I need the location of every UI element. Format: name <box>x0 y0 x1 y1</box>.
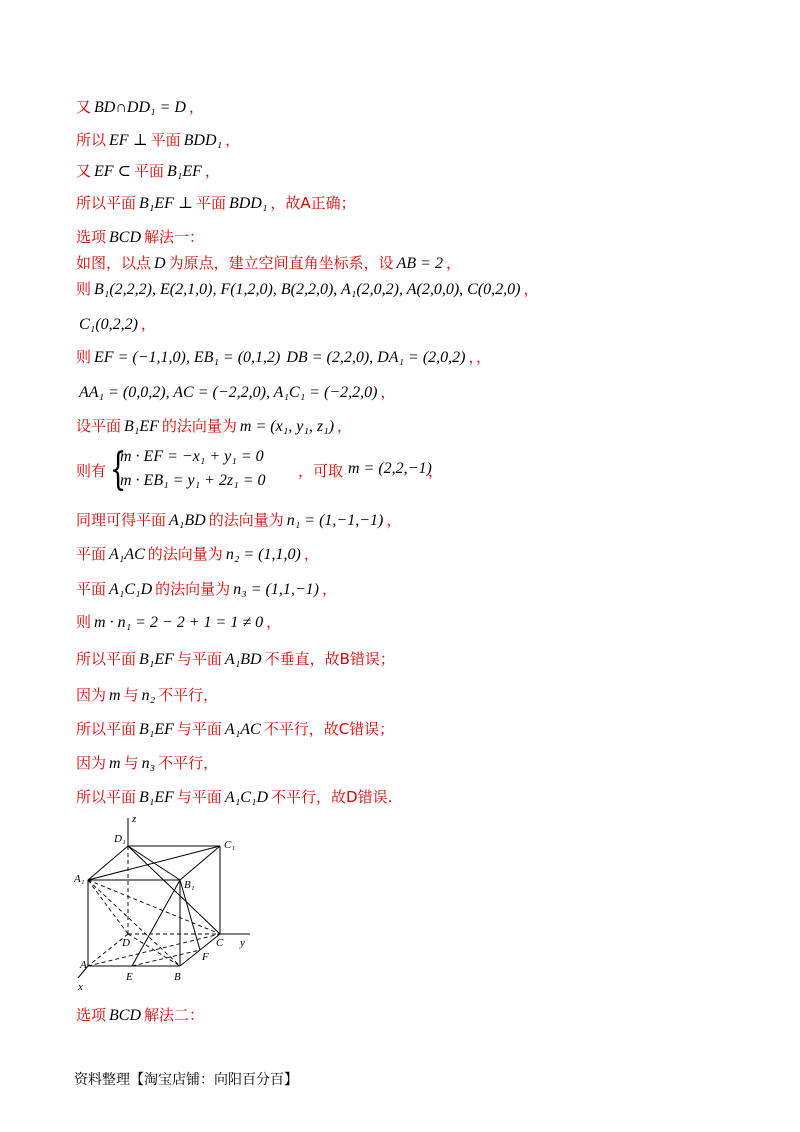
system-equation-1: m · EF = −x₁ + y₁ = 0 <box>120 448 264 465</box>
math-expression: A₁AC <box>109 546 145 563</box>
text-line <box>76 192 356 215</box>
math-expression: BDD₁ <box>183 132 223 149</box>
text-segment: ， <box>204 162 220 180</box>
math-expression: C₁(0,2,2) <box>79 316 138 333</box>
math-expression: AB = 2 <box>396 255 443 272</box>
text-segment: 不平行，故C错误； <box>263 720 395 738</box>
text-segment: 同理可得平面 <box>76 511 167 529</box>
label-D: D <box>122 937 130 949</box>
text-line <box>76 752 218 775</box>
label-y: y <box>240 937 245 949</box>
math-expression: D <box>154 255 166 272</box>
math-expression: BCD <box>109 1007 142 1024</box>
text-line <box>76 718 394 741</box>
label-C: C <box>216 937 224 949</box>
text-segment: ， <box>386 511 402 529</box>
text-segment: 平面 <box>195 194 226 212</box>
text-segment: 平面 <box>76 545 107 563</box>
label-A: A <box>80 959 87 971</box>
label-C1: C₁ <box>224 839 236 851</box>
math-expression: n₁ = (1,−1,−1) <box>286 512 384 529</box>
text-line <box>76 1004 204 1027</box>
text-line <box>76 509 401 532</box>
text-segment: 不平行， <box>158 754 219 772</box>
math-expression: A₁AC <box>224 721 261 738</box>
text-segment: 则 <box>76 280 92 298</box>
text-segment: 不平行，故D错误. <box>271 788 393 806</box>
text-segment: 与平面 <box>176 650 222 668</box>
text-segment: 平面 <box>76 580 107 598</box>
system-mid: ，可取 <box>298 462 344 480</box>
text-segment: ， <box>266 613 282 631</box>
text-segment: 则 <box>76 348 92 366</box>
math-expression: m <box>109 687 121 704</box>
math-expression: A₁C₁D <box>224 789 269 806</box>
cube-figure <box>74 812 264 994</box>
text-segment: 的法向量为 <box>208 511 284 529</box>
text-line <box>76 96 204 119</box>
text-segment: ， <box>468 348 477 366</box>
footer-note: 资料整理【淘宝店铺：向阳百分百】 <box>74 1072 298 1088</box>
text-segment: 平面 <box>133 162 164 180</box>
text-segment: ， <box>380 383 396 401</box>
system-suffix: ， <box>428 462 444 480</box>
text-segment: 所以平面 <box>76 650 137 668</box>
math-expression: EF ⊥ <box>109 132 148 149</box>
math-expression: A₁BD <box>169 512 206 529</box>
text-segment: 设平面 <box>76 417 122 435</box>
math-expression: B₁EF <box>139 651 174 668</box>
equation-system <box>76 444 444 496</box>
math-expression: B₁EF ⊥ <box>139 195 193 212</box>
math-expression: BCD <box>109 229 142 246</box>
label-A1: A₁ <box>74 873 85 885</box>
math-expression: n₂ = (1,1,0) <box>225 546 301 563</box>
system-prefix: 则有 <box>76 462 107 480</box>
text-segment: 又 <box>76 98 92 116</box>
text-segment: 与平面 <box>176 788 222 806</box>
math-expression: B₁EF <box>124 418 159 435</box>
math-expression: B₁(2,2,2), E(2,1,0), F(1,2,0), B(2,2,0), A₁(2,0,2), A(2,0,0), C(0,2,0) <box>94 281 521 298</box>
math-expression: n₂ <box>141 687 156 704</box>
text-segment: 因为 <box>76 686 107 704</box>
text-segment: 不平行， <box>158 686 219 704</box>
math-expression: EF = (−1,1,0), EB₁ = (0,1,2) <box>94 349 281 366</box>
label-z: z <box>132 813 137 825</box>
text-line <box>76 786 392 809</box>
text-segment: 平面 <box>150 131 181 149</box>
text-segment: ， <box>303 545 319 563</box>
text-line <box>76 278 538 301</box>
text-line <box>76 346 491 369</box>
text-segment: ， <box>337 417 353 435</box>
label-B: B <box>174 971 181 983</box>
text-segment: 为原点，建立空间直角坐标系，设 <box>168 254 394 272</box>
label-D1: D₁ <box>114 833 126 845</box>
text-segment: 解法二： <box>144 1006 205 1024</box>
text-line <box>76 684 218 707</box>
text-line <box>76 313 156 336</box>
text-line <box>76 226 204 249</box>
math-expression: n₃ <box>141 755 156 772</box>
text-segment: 与 <box>123 686 139 704</box>
label-F: F <box>202 951 209 963</box>
text-segment: 不垂直，故B错误； <box>264 650 395 668</box>
text-segment: 与 <box>123 754 139 772</box>
system-result: m = (2,2,−1) <box>348 460 432 477</box>
text-segment: 解法一： <box>144 228 205 246</box>
math-expression: DB = (2,2,0), DA₁ = (2,0,2) <box>286 349 466 366</box>
text-segment: ，故A正确； <box>270 194 356 212</box>
text-segment: 与平面 <box>176 720 222 738</box>
text-segment: ， <box>476 348 492 366</box>
system-equation-2: m · EB₁ = y₁ + 2z₁ = 0 <box>120 472 266 489</box>
text-line <box>76 160 220 183</box>
text-segment: 所以平面 <box>76 788 137 806</box>
math-expression: AA₁ = (0,0,2), AC = (−2,2,0), A₁C₁ = (−2,2,0) <box>79 384 378 401</box>
math-expression: BDD₁ <box>228 195 268 212</box>
text-segment: 的法向量为 <box>161 417 237 435</box>
text-line <box>76 543 319 566</box>
text-segment: 则 <box>76 613 92 631</box>
text-segment: ， <box>188 98 204 116</box>
text-segment: 因为 <box>76 754 107 772</box>
text-segment: ， <box>225 131 241 149</box>
text-line <box>76 252 461 275</box>
label-E: E <box>126 971 133 983</box>
text-line <box>76 129 240 152</box>
text-line <box>76 381 396 404</box>
text-segment: 所以 <box>76 131 107 149</box>
text-line <box>76 578 337 601</box>
left-brace: { <box>109 444 127 495</box>
math-expression: m = (x₁, y₁, z₁) <box>239 418 335 435</box>
math-expression: m <box>109 755 121 772</box>
math-expression: BD∩DD₁ = D <box>94 99 186 116</box>
text-segment: 所以平面 <box>76 194 137 212</box>
math-expression: B₁EF <box>166 163 202 180</box>
text-segment: 的法向量为 <box>147 545 223 563</box>
math-expression: A₁C₁D <box>109 581 153 598</box>
text-line <box>76 648 395 671</box>
text-segment: ， <box>321 580 337 598</box>
text-segment: 选项 <box>76 1006 107 1024</box>
text-line <box>76 415 352 438</box>
text-line <box>76 611 281 634</box>
text-segment: ， <box>140 315 156 333</box>
text-segment: ， <box>523 280 539 298</box>
math-expression: B₁EF <box>139 721 174 738</box>
text-segment: 选项 <box>76 228 107 246</box>
math-expression: A₁BD <box>224 651 262 668</box>
text-segment: 所以平面 <box>76 720 137 738</box>
text-segment: 又 <box>76 162 92 180</box>
label-B1: B₁ <box>184 879 195 891</box>
math-expression: n₃ = (1,1,−1) <box>233 581 319 598</box>
label-x: x <box>78 981 83 993</box>
math-expression: EF ⊂ <box>94 163 131 180</box>
text-segment: 如图，以点 <box>76 254 152 272</box>
text-segment: 的法向量为 <box>155 580 231 598</box>
text-segment: ， <box>445 254 461 272</box>
math-expression: m · n₁ = 2 − 2 + 1 = 1 ≠ 0 <box>94 614 264 631</box>
math-expression: B₁EF <box>139 789 174 806</box>
